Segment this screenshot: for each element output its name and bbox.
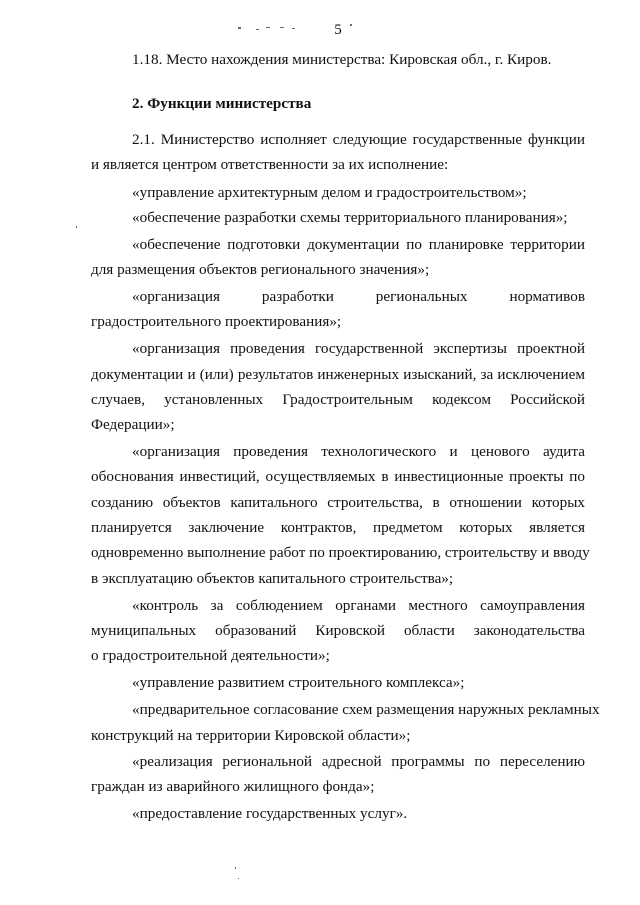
function-item-continued: случаев, установленных Градостроительным кодексом Российской [91,391,585,408]
function-item: «обеспечение подготовки документации по планировке территории [132,236,585,253]
function-item: «организация разработки региональных нормативов [132,288,585,305]
function-item-continued: созданию объектов капитального строительства, в отношении которых [91,494,585,511]
function-item-continued: документации и (или) результатов инженерных изысканий, за исключением [91,366,585,383]
function-item: «управление архитектурным делом и градостроительством»; [132,184,527,201]
function-item: «предоставление государственных услуг». [132,805,408,822]
function-item-continued: муниципальных образований Кировской области законодательства [91,622,585,639]
paragraph-line: и является центром ответственности за их исполнение: [91,156,449,173]
section-heading: 2. Функции министерства [132,95,312,112]
function-item: «организация проведения технологического и ценового аудита [132,443,585,460]
function-item-continued: градостроительного проектирования»; [91,313,342,330]
function-item: «предварительное согласование схем размещения наружных рекламных [132,701,600,718]
function-item: «реализация региональной адресной программы по переселению [132,753,585,770]
function-item-continued: одновременно выполнение работ по проектированию, строительству и вводу [91,544,590,561]
function-item-continued: для размещения объектов регионального значения»; [91,261,430,278]
paragraph-line: 2.1. Министерство исполняет следующие государственные функции [132,131,585,148]
function-item: «контроль за соблюдением органами местного самоуправления [132,597,585,614]
function-item: «организация проведения государственной экспертизы проектной [132,340,585,357]
function-item-continued: конструкций на территории Кировской области»; [91,727,411,744]
function-item-continued: граждан из аварийного жилищного фонда»; [91,778,375,795]
function-item-continued: в эксплуатацию объектов капитального строительства»; [91,570,454,587]
function-item-continued: о градостроительной деятельности»; [91,647,330,664]
function-item-continued: обоснования инвестиций, осуществляемых в инвестиционные проекты по [91,468,585,485]
page-number: 5 [334,22,342,38]
function-item: «обеспечение разработки схемы территориального планирования»; [132,209,568,226]
function-item-continued: Федерации»; [91,416,175,433]
function-item: «управление развитием строительного комплекса»; [132,674,465,691]
function-item-continued: планируется заключение контрактов, предметом которых является [91,519,585,536]
location-line: 1.18. Место нахождения министерства: Кировская обл., г. Киров. [132,51,552,68]
